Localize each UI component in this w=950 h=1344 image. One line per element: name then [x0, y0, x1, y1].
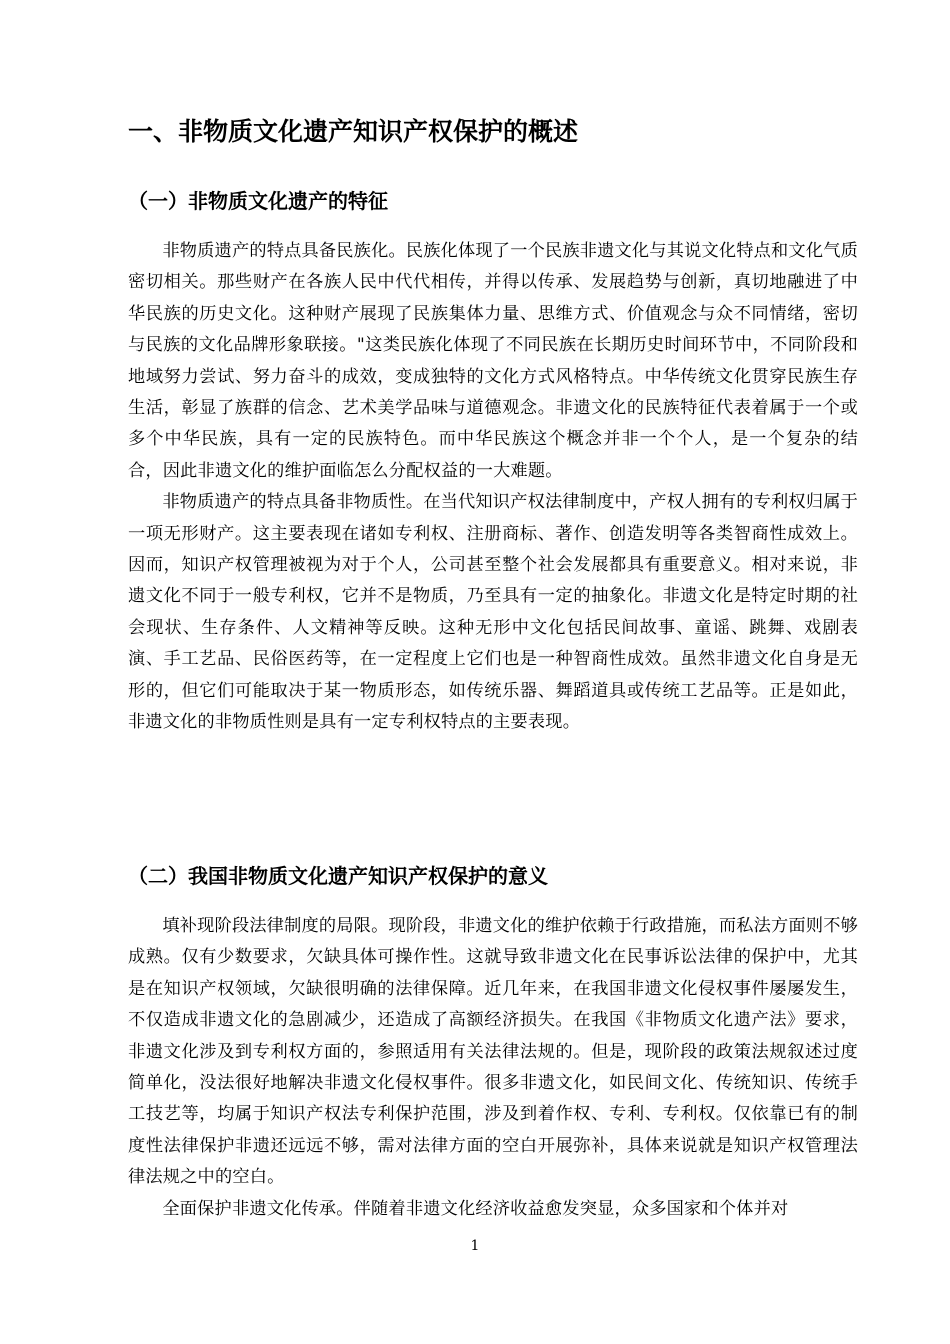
paragraph-intangibility: 非物质遗产的特点具备非物质性。在当代知识产权法律制度中，产权人拥有的专利权归属于一项无形财产。这主要表现在诸如专利权、注册商标、著作、创造发明等各类智商性成效上。因而，知识产权管理被视为对于个人，公司甚至整个社会发展都具有重要意义。相对来说，非遗文化不同于一般专利权，它并不是物质，乃至具有一定的抽象化。非遗文化是特定时期的社会现状、生存条件、人文精神等反映。这种无形中文化包括民间故事、童谣、跳舞、戏剧表演、手工艺品、民俗医药等，在一定程度上它们也是一种智商性成效。虽然非遗文化自身是无形的，但它们可能取决于某一物质形态，如传统乐器、舞蹈道具或传统工艺品等。正是如此，非遗文化的非物质性则是具有一定专利权特点的主要表现。 — [128, 492, 858, 733]
section-2-body — [128, 911, 858, 1225]
section-1-body — [128, 236, 858, 739]
section-heading-1: （一）非物质文化遗产的特征 — [128, 189, 388, 213]
paragraph-legal-gap: 填补现阶段法律制度的局限。现阶段，非遗文化的维护依赖于行政措施，而私法方面则不够成熟。仅有少数要求，欠缺具体可操作性。这就导致非遗文化在民事诉讼法律的保护中，尤其是在知识产权领域，欠缺很明确的法律保障。近几年来，在我国非遗文化侵权事件屡屡发生，不仅造成非遗文化的急剧减少，还造成了高额经济损失。在我国《非物质文化遗产法》要求，非遗文化涉及到专利权方面的，参照适用有关法律法规的。但是，现阶段的政策法规叙述过度简单化，没法很好地解决非遗文化侵权事件。很多非遗文化，如民间文化、传统知识、传统手工技艺等，均属于知识产权法专利保护范围，涉及到着作权、专利、专利权。仅依靠已有的制度性法律保护非遗还远远不够，需对法律方面的空白开展弥补，具体来说就是知识产权管理法律法规之中的空白。 — [128, 916, 858, 1188]
chapter-heading: 一、非物质文化遗产知识产权保护的概述 — [128, 117, 579, 146]
section-heading-2: （二）我国非物质文化遗产知识产权保护的意义 — [128, 864, 548, 888]
paragraph-ethnicity: 非物质遗产的特点具备民族化。民族化体现了一个民族非遗文化与其说文化特点和文化气质密切相关。那些财产在各族人民中代代相传，并得以传承、发展趋势与创新，真切地融进了中华民族的历史文化。这种财产展现了民族集体力量、思维方式、价值观念与众不同情绪，密切与民族的文化品牌形象联接。"这类民族化体现了不同民族在长期历史时间环节中，不同阶段和地域努力尝试、努力奋斗的成效，变成独特的文化方式风格特点。中华传统文化贯穿民族生存生活，彰显了族群的信念、艺术美学品味与道德观念。非遗文化的民族特征代表着属于一个或多个中华民族，具有一定的民族特色。而中华民族这个概念并非一个个人，是一个复杂的结合，因此非遗文化的维护面临怎么分配权益的一大难题。 — [128, 241, 858, 481]
paragraph-heritage-protection: 全面保护非遗文化传承。伴随着非遗文化经济收益愈发突显，众多国家和个体并对 — [162, 1198, 789, 1219]
page-number: 1 — [470, 1238, 480, 1254]
